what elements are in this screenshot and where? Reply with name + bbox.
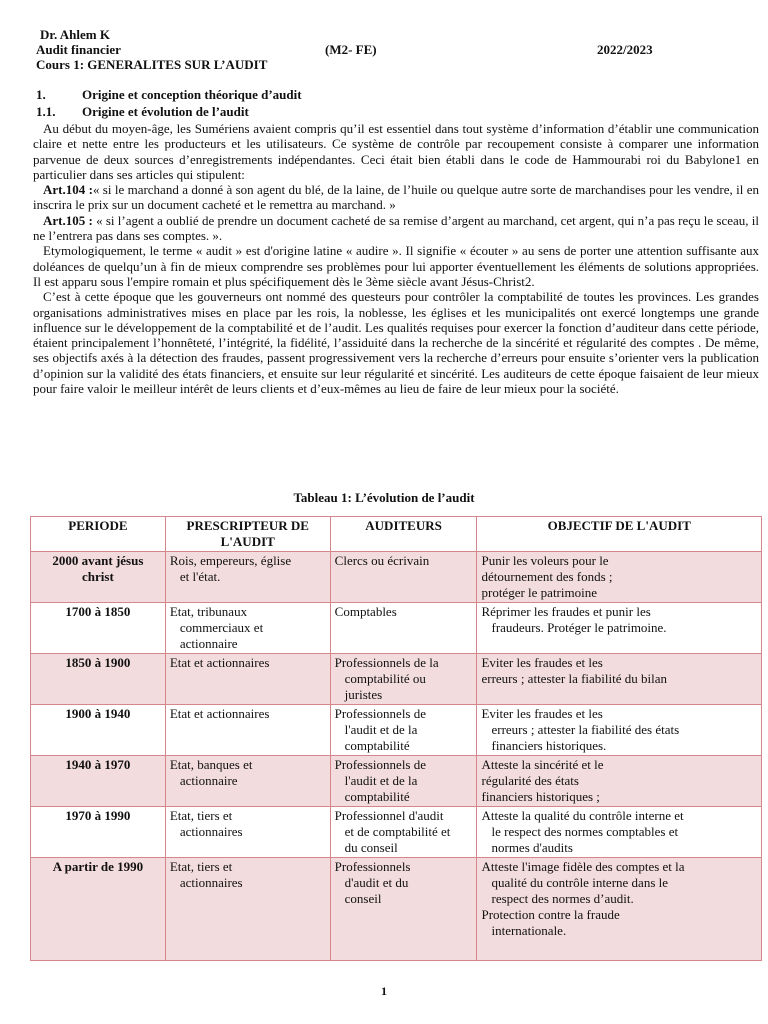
cell-text-line: l'audit et de la bbox=[344, 722, 418, 737]
cell-text-line: le respect des normes comptables et bbox=[491, 824, 679, 839]
cell-text-line: Protection contre la fraude bbox=[481, 907, 620, 922]
cell-periode: A partir de 1990 bbox=[31, 858, 166, 961]
table-caption: Tableau 1: L’évolution de l’audit bbox=[293, 490, 475, 505]
cell-objectif bbox=[477, 654, 762, 705]
cell-text-line: Eviter les fraudes et les bbox=[481, 706, 603, 721]
cell-text-line: Atteste la sincérité et le bbox=[481, 757, 604, 772]
cell-text-line: comptabilité bbox=[344, 738, 410, 753]
cell-auditeurs bbox=[330, 858, 477, 961]
cell-objectif bbox=[477, 858, 762, 961]
cell-text-line: Clercs ou écrivain bbox=[334, 553, 430, 568]
cell-text-line: actionnaires bbox=[179, 875, 243, 890]
cell-text-line: actionnaires bbox=[179, 824, 243, 839]
cell-text-line: comptabilité ou bbox=[344, 671, 426, 686]
cell-text-line: régularité des états bbox=[481, 773, 579, 788]
table-row bbox=[31, 705, 762, 756]
section-1-number: 1. bbox=[36, 87, 46, 102]
cell-text-line: normes d'audits bbox=[491, 840, 573, 855]
cell-text-line: comptabilité bbox=[344, 789, 410, 804]
cell-text-line: Rois, empereurs, église bbox=[169, 553, 292, 568]
cell-text-line: Atteste la qualité du contrôle interne et bbox=[481, 808, 684, 823]
cell-objectif bbox=[477, 705, 762, 756]
cell-text-line: internationale. bbox=[491, 923, 567, 938]
cell-auditeurs bbox=[330, 603, 477, 654]
cell-auditeurs bbox=[330, 705, 477, 756]
header-periode: PERIODE bbox=[31, 517, 166, 552]
cell-text-line: commerciaux et bbox=[179, 620, 264, 635]
cell-objectif bbox=[477, 756, 762, 807]
cell-text-line: protéger le patrimoine bbox=[481, 585, 597, 600]
section-1-1-title: Origine et évolution de l’audit bbox=[82, 104, 249, 119]
cell-text-line: actionnaire bbox=[179, 636, 238, 651]
cell-text-line: d'audit et du bbox=[344, 875, 409, 890]
cell-text-line: Professionnels de bbox=[334, 757, 427, 772]
cell-text-line: Réprimer les fraudes et punir les bbox=[481, 604, 651, 619]
cell-periode: 1900 à 1940 bbox=[31, 705, 166, 756]
academic-year: 2022/2023 bbox=[597, 42, 653, 57]
cell-periode: 1700 à 1850 bbox=[31, 603, 166, 654]
cell-auditeurs bbox=[330, 807, 477, 858]
cell-text-line: Comptables bbox=[334, 604, 397, 619]
section-1-title: Origine et conception théorique d’audit bbox=[82, 87, 302, 102]
header-objectif: OBJECTIF DE L'AUDIT bbox=[477, 517, 762, 552]
cell-prescripteur bbox=[165, 705, 330, 756]
art105-text: « si l’agent a oublié de prendre un document cacheté de sa remise d’argent au marchand, cet argent, qui n’a pas reçu le sceau, il ne l’entrera pas dans ses comptes. ». bbox=[33, 212, 759, 244]
author-name: Dr. Ahlem K bbox=[40, 27, 110, 42]
paragraph-sumeriens: Au début du moyen-âge, les Sumériens avaient compris qu’il est essentiel dans tout système d’information d’établir une communication claire et nette entre les producteurs et les utilisateurs. Ce système de contrôle par recoupement consiste à comparer une information parvenue de deux sources d’enregistrements indépendantes. Ceci était bien établi dans le code de Hammourabi roi du Babylone1 en particulier dans ses articles qui stipulent: bbox=[33, 121, 759, 182]
cell-text-line: qualité du contrôle interne dans le bbox=[491, 875, 669, 890]
cell-text-line: Etat, tribunaux bbox=[169, 604, 248, 619]
cell-text-line: respect des normes d’audit. bbox=[491, 891, 634, 906]
cell-prescripteur bbox=[165, 756, 330, 807]
paragraph-etymologie: Etymologiquement, le terme « audit » est d'origine latine « audire ». Il signifie « écouter » au sens de porter une attention suffisante aux doléances de quelqu’un à fin de mieux comprendre ses problèmes pour lui apporter éventuellement les éléments de solutions appropriées. Il est apparu sous l'empire romain et plus spécifiquement dès le 3ème siècle avant Jésus-Christ2. bbox=[33, 243, 759, 289]
cell-text-line: Punir les voleurs pour le bbox=[481, 553, 609, 568]
paragraph-art105 bbox=[33, 213, 759, 244]
cell-text-line: actionnaire bbox=[179, 773, 238, 788]
cell-objectif bbox=[477, 552, 762, 603]
cell-text-line: Etat et actionnaires bbox=[169, 706, 270, 721]
table-row bbox=[31, 552, 762, 603]
cell-text-line: Etat, tiers et bbox=[169, 808, 233, 823]
cell-text-line: erreurs ; attester la fiabilité du bilan bbox=[481, 671, 668, 686]
cell-text-line: l'audit et de la bbox=[344, 773, 418, 788]
cell-prescripteur bbox=[165, 654, 330, 705]
cell-auditeurs bbox=[330, 654, 477, 705]
course-title: Cours 1: GENERALITES SUR L’AUDIT bbox=[36, 57, 268, 72]
cell-text-line: financiers historiques. bbox=[491, 738, 607, 753]
cell-auditeurs bbox=[330, 756, 477, 807]
subject-title: Audit financier bbox=[36, 42, 121, 57]
cell-text-line: Professionnel d'audit bbox=[334, 808, 444, 823]
page-number: 1 bbox=[381, 984, 387, 998]
paragraph-questeurs: C’est à cette époque que les gouverneurs ont nommé des questeurs pour contrôler la comptabilité de toutes les provinces. Les grandes organisations administratives mises en place par les rois, la noblesse, les églises et les municipalités ont exercé longtemps une grande influence sur le développement de la comptabilité et de l’audit. Les qualités requises pour exercer la fonction d’auditeur dans cette période, étaient principalement l’honnêteté, l’intégrité, la fidélité, l’assiduité dans la recherche de la sincérité et régularité des comptes . De même, ses objectifs axés à la détection des fraudes, passent progressivement vers la recherche d’erreurs pour ensuite s’orienter vers la publication d’opinion sur la validité des états financiers, et ensuite sur leur régularité et sincérité. Les auditeurs de cette époque faisaient de leur mieux pour faire valoir le meilleur intérêt de leurs clients et d’eux-mêmes au lieu de faire de leur mieux pour la société. bbox=[33, 289, 759, 397]
cell-text-line: et de comptabilité et bbox=[344, 824, 451, 839]
cell-text-line: juristes bbox=[344, 687, 383, 702]
cell-objectif bbox=[477, 603, 762, 654]
table-row bbox=[31, 603, 762, 654]
section-1-heading bbox=[36, 87, 302, 103]
cell-prescripteur bbox=[165, 807, 330, 858]
header-prescripteur: PRESCRIPTEUR DE L'AUDIT bbox=[165, 517, 330, 552]
cell-periode: 1970 à 1990 bbox=[31, 807, 166, 858]
cell-objectif bbox=[477, 807, 762, 858]
cell-text-line: Etat, tiers et bbox=[169, 859, 233, 874]
cell-text-line: financiers historiques ; bbox=[481, 789, 600, 804]
section-1-1-heading bbox=[36, 104, 249, 120]
cell-text-line: Professionnels bbox=[334, 859, 411, 874]
cell-text-line: fraudeurs. Protéger le patrimoine. bbox=[491, 620, 667, 635]
art104-text: « si le marchand a donné à son agent du blé, de la laine, de l’huile ou quelque autre sorte de marchandises pour les vendre, il en inscrira le prix sur un document cacheté et le remettra au marchand. » bbox=[33, 182, 759, 213]
table-body bbox=[31, 552, 762, 961]
table-row bbox=[31, 858, 762, 961]
cell-prescripteur bbox=[165, 552, 330, 603]
table-row bbox=[31, 807, 762, 858]
cell-text-line: et l'état. bbox=[179, 569, 221, 584]
art105-label: Art.105 : bbox=[43, 212, 93, 228]
cell-periode: 2000 avant jésus christ bbox=[31, 552, 166, 603]
cell-prescripteur bbox=[165, 603, 330, 654]
audit-evolution-table bbox=[30, 516, 762, 961]
level-label: (M2- FE) bbox=[325, 42, 377, 57]
cell-auditeurs bbox=[330, 552, 477, 603]
cell-text-line: Professionnels de la bbox=[334, 655, 439, 670]
cell-text-line: détournement des fonds ; bbox=[481, 569, 613, 584]
cell-periode: 1940 à 1970 bbox=[31, 756, 166, 807]
section-1-1-number: 1.1. bbox=[36, 104, 56, 119]
cell-text-line: Etat, banques et bbox=[169, 757, 253, 772]
table-row bbox=[31, 756, 762, 807]
cell-periode: 1850 à 1900 bbox=[31, 654, 166, 705]
cell-text-line: conseil bbox=[344, 891, 382, 906]
paragraph-art104 bbox=[33, 182, 759, 213]
cell-prescripteur bbox=[165, 858, 330, 961]
table-row bbox=[31, 654, 762, 705]
cell-text-line: erreurs ; attester la fiabilité des états bbox=[491, 722, 680, 737]
cell-text-line: Atteste l'image fidèle des comptes et la bbox=[481, 859, 685, 874]
header-auditeurs: AUDITEURS bbox=[330, 517, 477, 552]
cell-text-line: Professionnels de bbox=[334, 706, 427, 721]
table-header-row bbox=[31, 517, 762, 552]
cell-text-line: du conseil bbox=[344, 840, 398, 855]
body-text bbox=[33, 121, 759, 396]
art104-label: Art.104 : bbox=[43, 182, 93, 198]
cell-text-line: Etat et actionnaires bbox=[169, 655, 270, 670]
cell-text-line: Eviter les fraudes et les bbox=[481, 655, 603, 670]
